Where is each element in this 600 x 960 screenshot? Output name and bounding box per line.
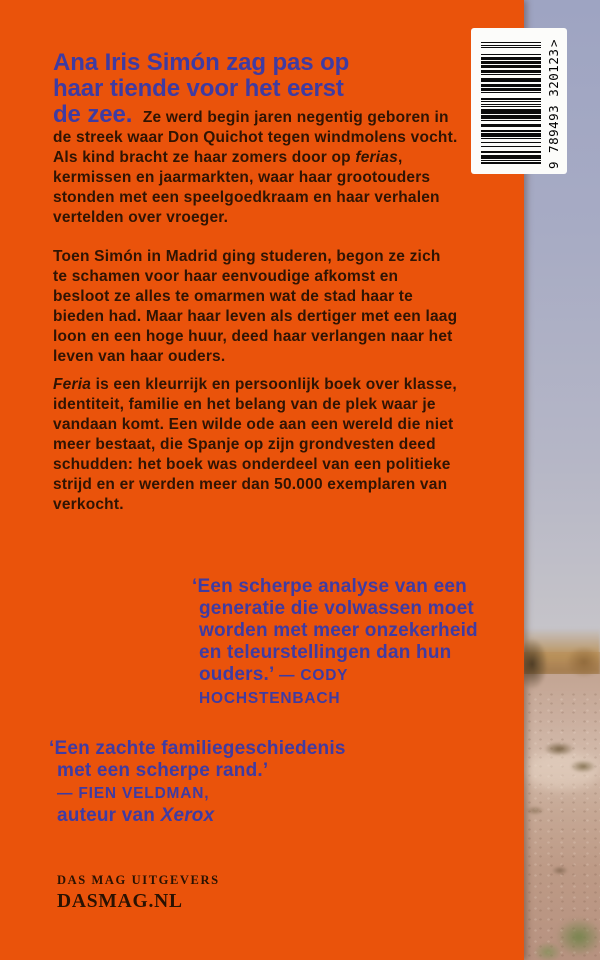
headline-line: haar tiende voor het eerst: [53, 75, 344, 102]
barcode-number: [544, 39, 562, 169]
quote-attribution: — CODY HOCHSTENBACH: [199, 667, 349, 707]
book-title-italic: Feria: [53, 376, 92, 393]
quote-attribution-role: auteur van: [57, 805, 161, 826]
tan-shrub: [566, 646, 600, 678]
publisher-url: DASMAG.NL: [57, 891, 183, 912]
intro-paragraph: [53, 50, 459, 228]
scrub-tuft: [544, 742, 574, 756]
scrub-tuft: [570, 760, 596, 773]
publisher-block: [57, 873, 220, 913]
green-grass-tuft: [534, 942, 562, 960]
scrub-tuft: [526, 806, 544, 815]
intro-text-continued: , kermissen en jaarmarkten, waar haar grootouders stonden met een speelgoedkraam en haar verhalen vertelden over vroeger.: [53, 149, 440, 226]
intro-text: Ze werd begin jaren negentig geboren in de streek waar Don Quichot tegen windmolens vocht. Als kind bracht ze haar zomers door op: [53, 109, 458, 166]
intro-italic-word: ferias: [355, 149, 398, 166]
paragraph-feria-text: is een kleurrijk en persoonlijk boek over klasse, identiteit, familie en het belang van de plek waar je vandaan komt. Een wilde ode aan een wereld die niet meer bestaat, die Spanje op zijn grondvesten deed schudden: het boek was onderdeel van een politieke strijd en er werden meer dan 50.000 exemplaren van verkocht.: [53, 376, 457, 513]
barcode-bars: [481, 42, 541, 164]
isbn-digits: 9 789493 320123: [545, 48, 561, 169]
headline-line: Ana Iris Simón zag pas op: [53, 49, 350, 76]
paragraph-madrid: Toen Simón in Madrid ging studeren, begon ze zich te schamen voor haar eenvoudige afkomst en besloot ze alles te omarmen wat de stad haar te bieden had. Maar haar leven als dertiger met een laag loon en een hoge huur, deed haar verlangen naar het leven van haar ouders.: [53, 248, 458, 365]
headline-line: de zee.: [53, 101, 133, 128]
quote-attribution: — FIEN VELDMAN,: [57, 785, 210, 802]
quote-text: ‘Een zachte familiegeschiedenis met een scherpe rand.’: [49, 738, 346, 781]
green-grass-tuft: [556, 918, 600, 956]
quote-text: ‘Een scherpe analyse van een generatie die volwassen moet worden met meer onzekerheid en teleurstellingen dan hun ouders.’: [192, 576, 478, 685]
scrub-tuft: [552, 866, 568, 875]
quote-hochstenbach: [192, 576, 487, 710]
publisher-name: DAS MAG UITGEVERS: [57, 873, 220, 887]
quote-veldman: [49, 738, 367, 827]
barcode-arrow: >: [545, 39, 561, 48]
paragraph-feria: [53, 375, 459, 515]
barcode: [471, 28, 567, 174]
quote-attribution-book-italic: Xerox: [160, 805, 215, 826]
